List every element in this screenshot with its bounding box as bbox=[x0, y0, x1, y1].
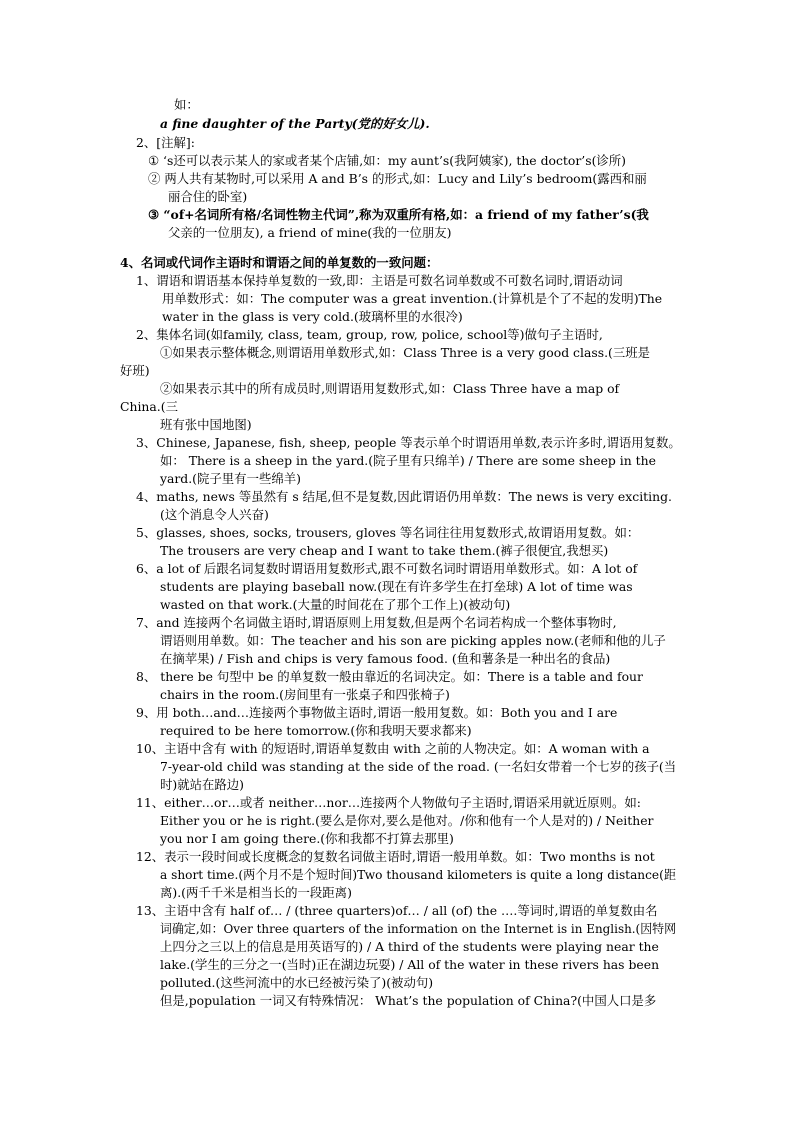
text-line: 4、maths, news 等虽然有 s 结尾,但不是复数,因此谓语仍用单数：The news is very exciting. bbox=[136, 489, 672, 504]
text-line: 9、用 both…and…连接两个事物做主语时,谓语一般用复数。如：Both you and I are bbox=[136, 705, 618, 720]
text-line: polluted.(这些河流中的水已经被污染了)(被动句) bbox=[160, 975, 434, 990]
text-line: students are playing baseball now.(现在有许多学生在打垒球) A lot of time was bbox=[160, 579, 633, 594]
text-line: ① ‘s还可以表示某人的家或者某个店铺,如：my aunt’s(我阿姨家), the doctor’s(诊所) bbox=[148, 153, 627, 168]
text-line: 父亲的一位朋友), a friend of mine(我的一位朋友) bbox=[168, 225, 452, 240]
text-line: you nor I am going there.(你和我都不打算去那里) bbox=[160, 831, 454, 846]
text-line: a fine daughter of the Party(党的好女儿). bbox=[160, 116, 430, 131]
text-line: ② 两人共有某物时,可以采用 A and B’s 的形式,如：Lucy and Lily’s bedroom(露西和丽 bbox=[148, 171, 647, 186]
text-line: 但是,population 一词又有特殊情况： What’s the population of China?(中国人口是多 bbox=[160, 993, 657, 1008]
text-line: (这个消息令人兴奋) bbox=[160, 507, 269, 522]
text-line: 时)就站在路边) bbox=[160, 777, 245, 792]
text-line: 7、and 连接两个名词做主语时,谓语原则上用复数,但是两个名词若构成一个整体事物时, bbox=[136, 615, 617, 630]
text-line: 5、glasses, shoes, socks, trousers, gloves 等名词往往用复数形式,故谓语用复数。如： bbox=[136, 525, 640, 540]
text-line: 丽合住的卧室) bbox=[168, 189, 248, 204]
text-line: 2、集体名词(如family, class, team, group, row, police, school等)做句子主语时, bbox=[136, 327, 603, 342]
text-line: chairs in the room.(房间里有一张桌子和四张椅子) bbox=[160, 687, 450, 702]
text-line: 6、a lot of 后跟名词复数时谓语用复数形式,跟不可数名词时谓语用单数形式。如：A lot of bbox=[136, 561, 638, 576]
text-line: 词确定,如：Over three quarters of the information on the Internet is in English.(因特网 bbox=[160, 921, 677, 936]
text-line: lake.(学生的三分之一(当时)正在湖边玩耍) / All of the water in these rivers has been bbox=[160, 957, 660, 972]
text-line: China.(三 bbox=[120, 399, 178, 414]
text-line: 12、表示一段时间或长度概念的复数名词做主语时,谓语一般用单数。如：Two months is not bbox=[136, 849, 655, 864]
text-line: 班有张中国地图) bbox=[160, 417, 252, 432]
text-line: 1、谓语和谓语基本保持单复数的一致,即：主语是可数名词单数或不可数名词时,谓语动词 bbox=[136, 273, 623, 288]
text-line: ①如果表示整体概念,则谓语用单数形式,如：Class Three is a very good class.(三班是 bbox=[160, 345, 651, 360]
text-line: wasted on that work.(大量的时间花在了那个工作上)(被动句) bbox=[160, 597, 511, 612]
text-line: 13、主语中含有 half of… / (three quarters)of… / all (of) the ….等词时,谓语的单复数由名 bbox=[136, 903, 658, 918]
text-line: Either you or he is right.(要么是你对,要么是他对。/你和他有一个人是对的) / Neither bbox=[160, 813, 654, 828]
text-line: 谓语则用单数。如：The teacher and his son are picking apples now.(老师和他的儿子 bbox=[160, 633, 666, 648]
text-line: water in the glass is very cold.(玻璃杯里的水很冷) bbox=[162, 309, 463, 324]
text-line: 在摘苹果) / Fish and chips is very famous food. (鱼和薯条是一种出名的食品) bbox=[160, 651, 611, 666]
text-line: 11、either…or…或者 neither…nor…连接两个人物做句子主语时,谓语采用就近原则。如: bbox=[136, 795, 641, 810]
text-line: 3、Chinese, Japanese, fish, sheep, people 等表示单个时谓语用单数,表示许多时,谓语用复数。 bbox=[136, 435, 681, 450]
text-line: 上四分之三以上的信息是用英语写的) / A third of the students were playing near the bbox=[160, 939, 659, 954]
section-heading: 4、名词或代词作主语时和谓语之间的单复数的一致问题： bbox=[120, 255, 439, 270]
text-line: 8、 there be 句型中 be 的单复数一般由靠近的名词决定。如：There is a table and four bbox=[136, 669, 643, 684]
text-line: 2、[注解]: bbox=[136, 135, 195, 150]
text-line: 好班) bbox=[120, 363, 150, 378]
text-line: ③ “of+名词所有格/名词性物主代词”,称为双重所有格,如：a friend of my father’s(我 bbox=[148, 207, 649, 222]
text-line: 用单数形式：如：The computer was a great invention.(计算机是个了不起的发明)The bbox=[162, 291, 663, 306]
text-line: yard.(院子里有一些绵羊) bbox=[160, 471, 301, 486]
text-line: The trousers are very cheap and I want to take them.(裤子很便宜,我想买) bbox=[160, 543, 609, 558]
text-line: 离).(两千千米是相当长的一段距离) bbox=[160, 885, 352, 900]
text-line: a short time.(两个月不是个短时间)Two thousand kilometers is quite a long distance(距 bbox=[160, 867, 677, 882]
text-line: 如： bbox=[174, 97, 199, 112]
text-line: ②如果表示其中的所有成员时,则谓语用复数形式,如：Class Three have a map of bbox=[160, 381, 620, 396]
text-line: 如： There is a sheep in the yard.(院子里有只绵羊) / There are some sheep in the bbox=[160, 453, 656, 468]
text-line: 10、主语中含有 with 的短语时,谓语单复数由 with 之前的人物决定。如：A woman with a bbox=[136, 741, 650, 756]
text-line: 7-year-old child was standing at the side of the road. (一名妇女带着一个七岁的孩子(当 bbox=[160, 759, 677, 774]
text-line: required to be here tomorrow.(你和我明天要求都来) bbox=[160, 723, 472, 738]
